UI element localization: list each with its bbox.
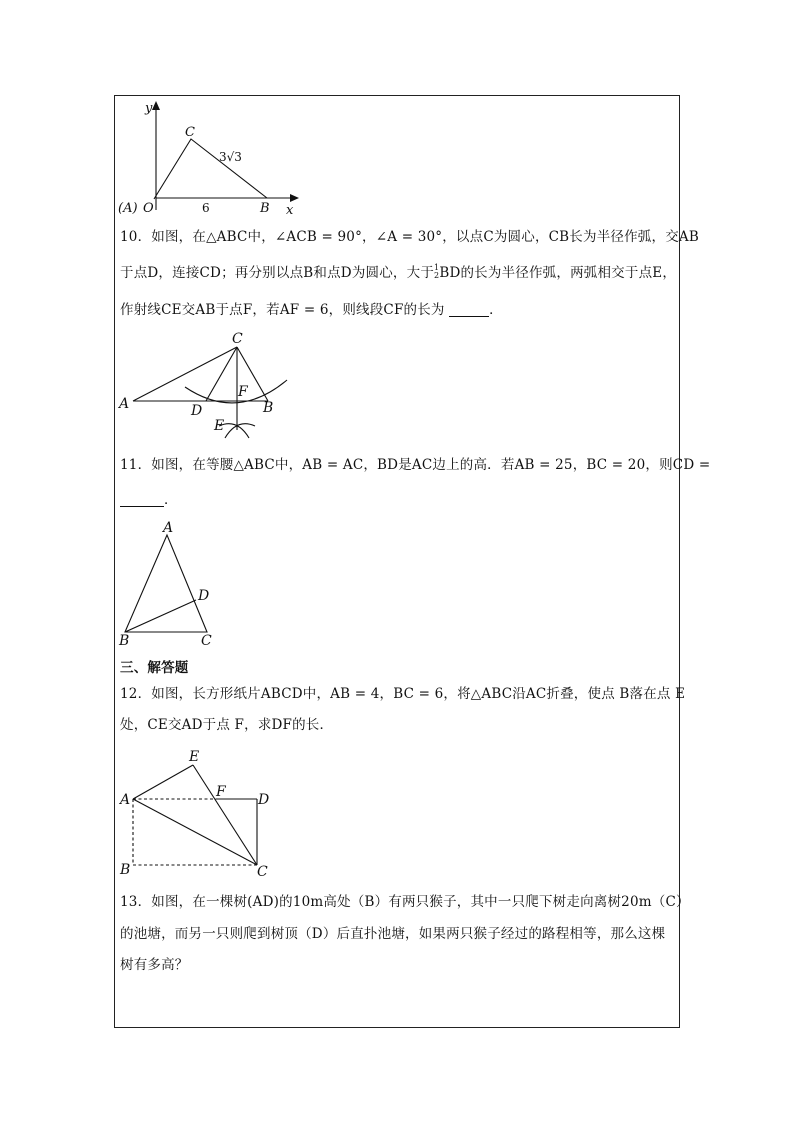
svg-text:B: B [260,201,270,216]
y-axis-arrow [152,101,160,110]
section-heading: 三、解答题 [120,660,189,676]
svg-text:6: 6 [202,201,210,215]
svg-text:y: y [145,101,153,116]
svg-text:C: C [201,633,212,648]
q10-line2: 于点D，连接CD；再分别以点B和点D为圆心，大于1 2BD的长为半径作弧，两弧相交于点E， [120,263,677,281]
triangle-sides [154,139,267,199]
q12-line2: 处，CE交AD于点 F，求DF的长． [120,717,334,733]
figure-q11 [115,518,225,648]
svg-text:F: F [216,784,226,800]
svg-text:3√3: 3√3 [219,150,242,164]
svg-text:A: A [120,792,131,808]
figure-q12 [115,746,285,880]
svg-text:F: F [238,384,248,400]
svg-text:D: D [258,792,270,808]
q13-line3: 树有多高？ [120,957,189,973]
q13-line1: 13．如图，在一棵树(AD)的10m高处（B）有两只猴子，其中一只爬下树走向离树20m（C） [120,894,690,910]
svg-text:C: C [232,331,243,347]
answer-blank [449,302,489,317]
svg-text:E: E [214,418,225,434]
q12-line1: 12．如图，长方形纸片ABCD中，AB = 4，BC = 6，将△ABC沿AC折叠，使点 B落在点 E [120,686,686,702]
svg-text:E: E [189,749,200,765]
svg-text:(A): (A) [118,201,138,216]
svg-text:D: D [198,588,210,604]
q11-line2: ． [120,491,178,509]
svg-text:O: O [143,201,154,216]
svg-text:D: D [191,403,203,419]
q13-line2: 的池塘，而另一只则爬到树顶（D）后直扑池塘，如果两只猴子经过的路程相等，那么这棵 [120,926,666,942]
svg-text:C: C [257,864,268,880]
fraction-half: 1 2 [434,263,440,280]
svg-text:A: A [119,396,130,412]
svg-text:B: B [120,862,131,878]
q11-line1: 11．如图，在等腰△ABC中，AB = AC，BD是AC边上的高．若AB = 25，BC = 20，则CD = [120,457,711,473]
answer-blank [120,492,164,507]
svg-text:A: A [163,520,174,536]
q10-line1: 10．如图，在△ABC中，∠ACB = 90°，∠A = 30°，以点C为圆心，CB长为半径作弧，交AB [120,229,699,245]
figure-axes-triangle [112,98,312,220]
q10-line3: 作射线CE交AB于点F，若AF = 6，则线段CF的长为 ． [120,302,503,318]
svg-text:x: x [286,203,294,218]
svg-text:B: B [263,400,274,416]
figure-q10 [115,330,300,442]
svg-text:B: B [119,633,130,648]
x-axis-arrow [290,194,299,202]
svg-text:C: C [185,125,195,140]
